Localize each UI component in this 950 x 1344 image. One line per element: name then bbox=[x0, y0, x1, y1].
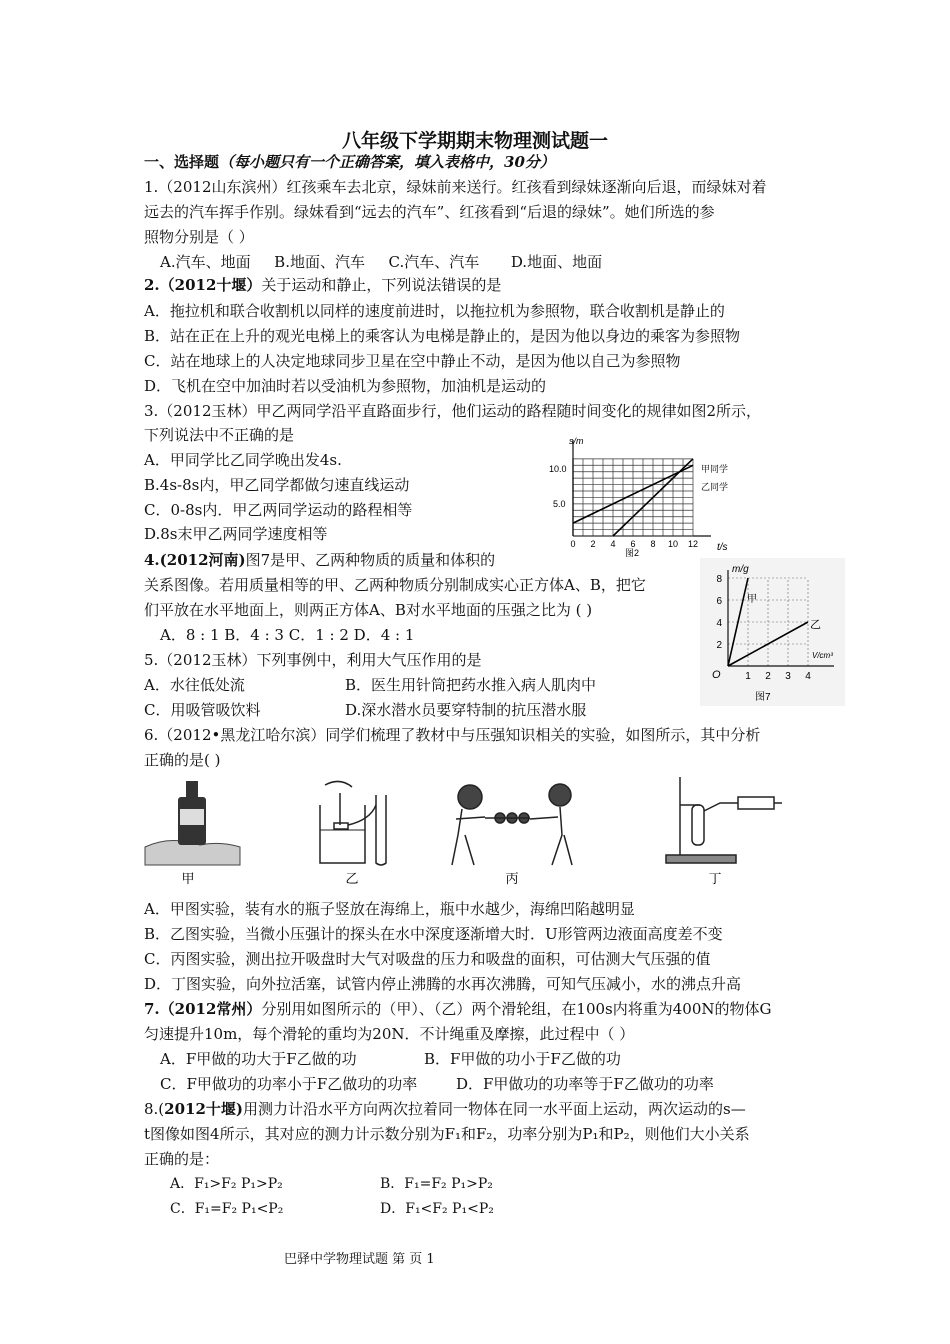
q2-option-d: D．飞机在空中加油时若以受油机为参照物，加油机是运动的 bbox=[144, 377, 547, 395]
q5-stem: 5.（2012玉林）下列事例中，利用大气压作用的是 bbox=[144, 651, 482, 669]
q6-line1: 6.（2012•黑龙江哈尔滨）同学们梳理了教材中与压强知识相关的实验，如图所示，其中分析 bbox=[144, 726, 761, 744]
q6-option-a: A．甲图实验，装有水的瓶子竖放在海绵上，瓶中水越少，海绵凹陷越明显 bbox=[144, 900, 635, 918]
fig7-ytick-label: 4 bbox=[716, 618, 722, 629]
q4-line2: 关系图像。若用质量相等的甲、乙两种物质分别制成实心正方体A、B，把它 bbox=[144, 576, 646, 594]
fig2-xtick-label: 10 bbox=[667, 539, 679, 549]
q3-option-b: B.4s-8s内，甲乙同学都做匀速直线运动 bbox=[144, 476, 410, 494]
fig2-xtick-label: 4 bbox=[610, 539, 616, 549]
q8-line3: 正确的是： bbox=[144, 1150, 220, 1168]
q3-line2: 下列说法中不正确的是 bbox=[144, 426, 295, 444]
q6-option-d: D．丁图实验，向外拉活塞，试管内停止沸腾的水再次沸腾，可知气压减小，水的沸点升高 bbox=[144, 975, 742, 993]
q6-label-bing: 丙 bbox=[505, 871, 519, 886]
fig2-caption: 图2 bbox=[625, 548, 640, 557]
fig2-xlabel: t/s bbox=[717, 542, 728, 553]
fig7-ytick-label: 2 bbox=[716, 640, 722, 651]
q7-line2: 匀速提升10m，每个滑轮的重均为20N．不计绳重及摩擦，此过程中（ ） bbox=[144, 1025, 635, 1043]
fig7-xtick-label: 1 bbox=[745, 671, 751, 682]
q5-option-c: C．用吸管吸饮料 bbox=[144, 701, 261, 719]
fig7-origin: O bbox=[712, 669, 721, 681]
q7-stem: 7.（2012常州）分别用如图所示的（甲）、（乙）两个滑轮组，在100s内将重为400N的物体G bbox=[144, 1000, 772, 1018]
q1-option-b: B.地面、汽车 bbox=[274, 253, 365, 271]
q6-illustrations bbox=[140, 775, 790, 890]
q4-options: A．8 : 1 B．4 : 3 C．1 : 2 D．4 : 1 bbox=[160, 626, 415, 644]
q4-line3: 们平放在水平地面上，则两正方体A、B对水平地面的压强之比为 ( ) bbox=[144, 601, 593, 619]
fig7-ylabel: m/g bbox=[732, 564, 749, 575]
q2-stem: 2.（2012十堰）关于运动和静止，下列说法错误的是 bbox=[144, 276, 502, 294]
q8-option-a: A．F₁>F₂ P₁>P₂ bbox=[170, 1176, 283, 1192]
q5-option-a: A．水往低处流 bbox=[144, 676, 245, 694]
q6-option-b: B．乙图实验，当微小压强计的探头在水中深度逐渐增大时．U形管两边液面高度差不变 bbox=[144, 925, 723, 943]
bottle-on-sponge-illustration bbox=[145, 781, 240, 865]
q1-option-c: C.汽车、汽车 bbox=[388, 253, 480, 271]
q3-option-d: D.8s末甲乙两同学速度相等 bbox=[144, 525, 328, 543]
q6-line2: 正确的是( ) bbox=[144, 751, 221, 769]
fig7-xtick-label: 2 bbox=[765, 671, 771, 682]
fig7-xtick-label: 4 bbox=[805, 671, 811, 682]
q7-option-d: D．F甲做功的功率等于F乙做功的功率 bbox=[456, 1075, 714, 1093]
fig2-xtick-label: 6 bbox=[630, 539, 636, 549]
fig2-legend-jia: 甲同学 bbox=[701, 464, 729, 474]
q4-stem: 4.(2012河南)图7是甲、乙两种物质的质量和体积的 bbox=[144, 551, 496, 569]
q3-line1: 3.（2012玉林）甲乙两同学沿平直路面步行，他们运动的路程随时间变化的规律如图2所示， bbox=[144, 402, 762, 420]
fig2-grid bbox=[573, 440, 711, 536]
q3-option-a: A．甲同学比乙同学晚出发4s. bbox=[144, 451, 342, 469]
fig2-xtick-label: 2 bbox=[590, 539, 596, 549]
fig2-xtick-label: 12 bbox=[687, 539, 699, 549]
q1-option-a: A.汽车、地面 bbox=[160, 253, 251, 271]
fig7-xtick-label: 3 bbox=[785, 671, 791, 682]
q8-option-c: C．F₁=F₂ P₁<P₂ bbox=[170, 1201, 284, 1217]
q8-option-b: B．F₁=F₂ P₁>P₂ bbox=[380, 1176, 493, 1192]
q5-option-d: D.深水潜水员要穿特制的抗压潜水服 bbox=[345, 701, 587, 719]
fig7-label-jia: 甲 bbox=[747, 594, 757, 605]
q6-option-c: C．丙图实验，测出拉开吸盘时大气对吸盘的压力和吸盘的面积，可估测大气压强的值 bbox=[144, 950, 711, 968]
fig7-label-yi: 乙 bbox=[810, 619, 821, 631]
fig7-caption: 图7 bbox=[755, 692, 771, 703]
q1-line2: 远去的汽车挥手作别。绿妹看到“远去的汽车”、红孩看到“后退的绿妹”。她们所选的参 bbox=[144, 203, 715, 221]
pressure-gauge-illustration bbox=[320, 781, 386, 865]
q8-option-d: D．F₁<F₂ P₁<P₂ bbox=[380, 1201, 494, 1217]
figure-7-chart bbox=[700, 558, 845, 706]
q7-option-b: B．F甲做的功小于F乙做的功 bbox=[424, 1050, 621, 1068]
q6-label-jia: 甲 bbox=[181, 871, 195, 886]
fig2-ytick-5: 5.0 bbox=[553, 499, 566, 509]
q2-option-c: C．站在地球上的人决定地球同步卫星在空中静止不动，是因为他以自己为参照物 bbox=[144, 352, 681, 370]
q2-option-a: A．拖拉机和联合收割机以同样的速度前进时，以拖拉机为参照物，联合收割机是静止的 bbox=[144, 302, 725, 320]
page-footer: 巴驿中学物理试题 第 页 1 bbox=[284, 1252, 435, 1267]
fig7-xlabel: V/cm³ bbox=[812, 651, 833, 660]
q7-option-c: C．F甲做功的功率小于F乙做功的功率 bbox=[160, 1075, 418, 1093]
q8-stem: 8.(2012十堰)用测力计沿水平方向两次拉着同一物体在同一水平面上运动，两次运动的s— bbox=[144, 1100, 746, 1118]
q6-label-ding: 丁 bbox=[708, 871, 722, 886]
q5-option-b: B．医生用针筒把药水推入病人肌肉中 bbox=[345, 676, 597, 694]
figure-2-chart bbox=[545, 432, 750, 557]
q3-option-c: C．0-8s内．甲乙两同学运动的路程相等 bbox=[144, 501, 413, 519]
fig2-xtick-label: 8 bbox=[650, 539, 656, 549]
fig2-legend-yi: 乙同学 bbox=[701, 482, 729, 492]
syringe-boiling-illustration bbox=[666, 777, 782, 863]
q6-label-yi: 乙 bbox=[345, 871, 359, 886]
q7-option-a: A．F甲做的功大于F乙做的功 bbox=[160, 1050, 357, 1068]
section-heading: 一、选择题（每小题只有一个正确答案，填入表格中，30分） bbox=[144, 153, 555, 171]
q8-line2: t图像如图4所示，其对应的测力计示数分别为F₁和F₂，功率分别为P₁和P₂，则他们大小关系 bbox=[144, 1125, 750, 1143]
fig7-ytick-label: 8 bbox=[716, 574, 722, 585]
q1-option-d: D.地面、地面 bbox=[510, 253, 603, 271]
q1-line3: 照物分别是（ ） bbox=[144, 228, 254, 246]
page-title: 八年级下学期期末物理测试题一 bbox=[341, 130, 608, 152]
fig2-ylabel: s/m bbox=[569, 436, 584, 446]
q1-line1: 1.（2012山东滨州）红孩乘车去北京，绿妹前来送行。红孩看到绿妹逐渐向后退，而绿妹对着 bbox=[144, 178, 767, 196]
fig7-ytick-label: 6 bbox=[716, 596, 722, 607]
q2-option-b: B．站在正在上升的观光电梯上的乘客认为电梯是静止的，是因为他以身边的乘客为参照物 bbox=[144, 327, 741, 345]
fig2-xtick-label: 0 bbox=[570, 539, 576, 549]
q1-options bbox=[160, 252, 602, 272]
fig2-ytick-10: 10.0 bbox=[549, 464, 567, 474]
suction-cup-pulling-illustration bbox=[452, 784, 572, 865]
